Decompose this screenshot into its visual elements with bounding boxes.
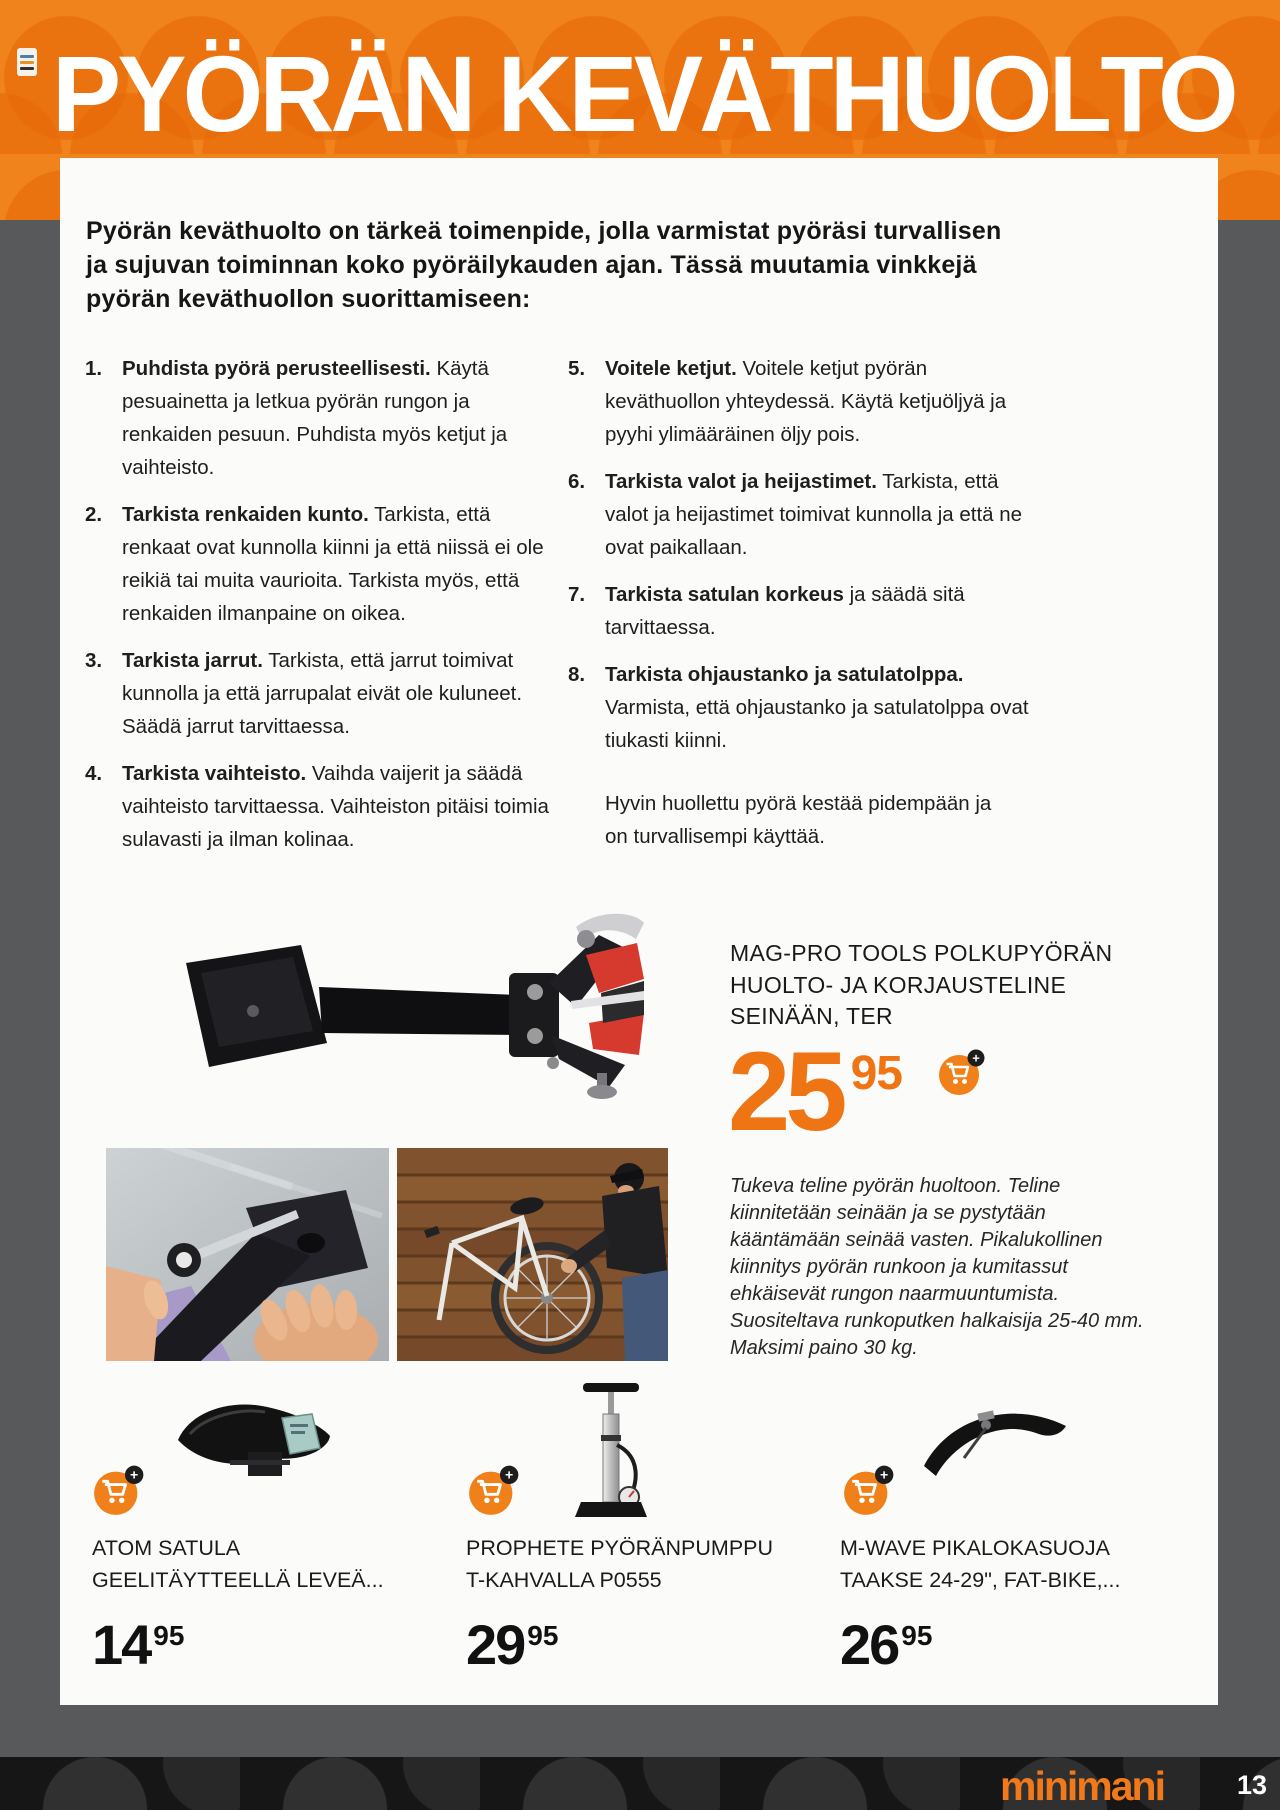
- product-price-saddle: [92, 1613, 185, 1676]
- add-to-cart-button-saddle[interactable]: [93, 1464, 145, 1516]
- tip-item-7: [568, 578, 1045, 644]
- price-cents: 95: [153, 1620, 185, 1651]
- tip-body: Tarkista, että valot ja heijastimet toimivat kunnolla ja että ne ovat paikallaan.: [605, 470, 1023, 559]
- tip-number: 3.: [85, 649, 103, 672]
- add-to-cart-button-fender[interactable]: [843, 1464, 895, 1516]
- pump-illustration: [575, 1383, 647, 1525]
- tip-number: 2.: [85, 503, 103, 526]
- product-name-line: ATOM SATULA: [92, 1536, 241, 1560]
- tips-column-right: [568, 352, 1045, 853]
- cart-plus-icon: [843, 1464, 895, 1516]
- tip-lead: Tarkista ohjaustanko ja satulatolppa.: [605, 663, 964, 686]
- fender-illustration: [920, 1400, 1070, 1482]
- tip-lead: Voitele ketjut.: [605, 357, 737, 380]
- tip-number: 7.: [568, 583, 586, 606]
- product-name-pump: [466, 1532, 773, 1596]
- saddle-illustration: [170, 1390, 340, 1480]
- tip-body: Tarkista, että renkaat ovat kunnolla kiinni ja että niissä ei ole reikiä tai muita vaurioita. Tarkista myös, että renkaiden ilmanpaine on oikea.: [122, 503, 544, 625]
- photo-bike-on-wall: [397, 1148, 668, 1361]
- product-name-saddle: [92, 1532, 384, 1596]
- tip-text: [122, 644, 562, 743]
- tip-lead: Tarkista jarrut.: [122, 649, 263, 672]
- add-to-cart-button-pump[interactable]: [468, 1464, 520, 1516]
- featured-name-line: MAG-PRO TOOLS POLKUPYÖRÄN: [730, 940, 1113, 966]
- svg-text:+: +: [972, 1050, 980, 1066]
- tip-lead: Tarkista valot ja heijastimet.: [605, 470, 877, 493]
- featured-product-image: [131, 895, 644, 1110]
- tip-number: 6.: [568, 470, 586, 493]
- tip-lead: Tarkista vaihteisto.: [122, 762, 307, 785]
- featured-price: [728, 1029, 902, 1154]
- product-name-line: T-KAHVALLA P0555: [466, 1568, 662, 1592]
- featured-name-line: HUOLTO- JA KORJAUSTELINE: [730, 971, 1067, 998]
- cart-plus-icon: [938, 1048, 986, 1096]
- footer-bar: [0, 1757, 1280, 1810]
- tip-number: 5.: [568, 357, 586, 380]
- tip-body: Tarkista, että jarrut toimivat kunnolla ja että jarrupalat eivät ole kuluneet. Säädä jarrut tarvittaessa.: [122, 649, 523, 738]
- product-name-fender: [840, 1532, 1120, 1596]
- page-title: PYÖRÄN KEVÄTHUOLTO: [52, 33, 1235, 154]
- intro-line: Pyörän keväthuolto on tärkeä toimenpide, jolla varmistat pyöräsi turvallisen: [86, 217, 1002, 245]
- closing-paragraph: Hyvin huollettu pyörä kestää pidempään ja on turvallisempi käyttää.: [605, 792, 992, 848]
- featured-product-description: Tukeva teline pyörän huoltoon. Teline kiinnitetään seinään ja se pystytään kääntämään seinää vasten. Pikalukollinen kiinnitys pyörän runkoon ja kumitassut ehkäisevät rungon naarmuuntumista. Suositeltava runkoputken halkaisija 25-40 mm. Maksimi paino 30 kg.: [730, 1175, 1144, 1359]
- product-name-line: GEELITÄYTTEELLÄ LEVEÄ...: [92, 1568, 384, 1592]
- featured-product-name: [730, 938, 1112, 1033]
- tip-number: 4.: [85, 762, 103, 785]
- repair-stand-illustration: [131, 895, 644, 1110]
- add-to-cart-button-featured[interactable]: [938, 1048, 986, 1096]
- tip-item-2: [85, 498, 562, 630]
- tip-text: [605, 465, 1045, 564]
- page-number: 13: [1236, 1770, 1267, 1800]
- product-image-saddle: [170, 1390, 340, 1480]
- cart-plus-icon: [468, 1464, 520, 1516]
- cart-plus-icon: [93, 1464, 145, 1516]
- tip-lead: Tarkista renkaiden kunto.: [122, 503, 369, 526]
- price-euros: 29: [466, 1613, 525, 1676]
- tips-column-left: [85, 352, 562, 870]
- tip-text: [122, 498, 562, 630]
- intro-line: ja sujuvan toiminnan koko pyöräilykauden ajan. Tässä muutamia vinkkejä: [86, 251, 977, 279]
- tip-body: Voitele ketjut pyörän keväthuollon yhteydessä. Käytä ketjuöljyä ja pyyhi ylimääräinen öljy pois.: [605, 357, 1007, 446]
- tip-item-3: [85, 644, 562, 743]
- tip-item-1: [85, 352, 562, 484]
- product-name-line: TAAKSE 24-29", FAT-BIKE,...: [840, 1568, 1121, 1592]
- product-price-fender: [840, 1613, 933, 1676]
- price-cents: 95: [850, 1047, 902, 1100]
- tip-text: [605, 578, 1045, 644]
- tip-number: 8.: [568, 663, 586, 686]
- product-name-line: M-WAVE PIKALOKASUOJA: [840, 1536, 1110, 1560]
- product-image-fender: [920, 1400, 1070, 1482]
- intro-paragraph: [86, 214, 1001, 316]
- brand-logo: minimani: [1000, 1763, 1164, 1809]
- svg-text:+: +: [880, 1466, 889, 1483]
- price-cents: 95: [901, 1620, 933, 1651]
- price-euros: 26: [840, 1613, 899, 1676]
- photo-bracket-install: [106, 1148, 389, 1361]
- product-name-line: PROPHETE PYÖRÄNPUMPPU: [466, 1536, 774, 1560]
- svg-text:+: +: [130, 1466, 139, 1483]
- product-price-pump: [466, 1613, 559, 1676]
- menu-icon[interactable]: [17, 48, 37, 76]
- featured-name-line: SEINÄÄN, TER: [730, 1003, 893, 1029]
- tip-text: [122, 352, 562, 484]
- bracket-photo-illustration: [106, 1148, 389, 1361]
- tip-lead: Tarkista satulan korkeus: [605, 583, 844, 606]
- tip-lead: Puhdista pyörä perusteellisesti.: [122, 357, 431, 380]
- product-image-pump: [575, 1383, 647, 1525]
- tip-body: ja säädä sitä tarvittaessa.: [605, 583, 965, 639]
- intro-line: pyörän keväthuollon suorittamiseen:: [86, 285, 531, 313]
- tip-number: 1.: [85, 357, 103, 380]
- tip-text: [605, 658, 1045, 757]
- price-euros: 14: [92, 1613, 151, 1676]
- price-cents: 95: [527, 1620, 559, 1651]
- tip-body: Käytä pesuainetta ja letkua pyörän rungon ja renkaiden pesuun. Puhdista myös ketjut ja vaihteisto.: [122, 357, 508, 479]
- tip-item-4: [85, 757, 562, 856]
- tip-text: [605, 352, 1045, 451]
- bike-photo-illustration: [397, 1148, 668, 1361]
- tip-item-8: [568, 658, 1045, 757]
- content-card: [60, 158, 1218, 1705]
- tip-body: Vaihda vaijerit ja säädä vaihteisto tarvittaessa. Vaihteiston pitäisi toimia sulavasti ja ilman kolinaa.: [122, 762, 549, 851]
- tip-item-6: [568, 465, 1045, 564]
- tip-item-5: [568, 352, 1045, 451]
- price-euros: 25: [728, 1029, 843, 1154]
- tip-text: [122, 757, 562, 856]
- tip-body: Varmista, että ohjaustanko ja satulatolppa ovat tiukasti kiinni.: [605, 696, 1029, 752]
- svg-text:+: +: [505, 1466, 514, 1483]
